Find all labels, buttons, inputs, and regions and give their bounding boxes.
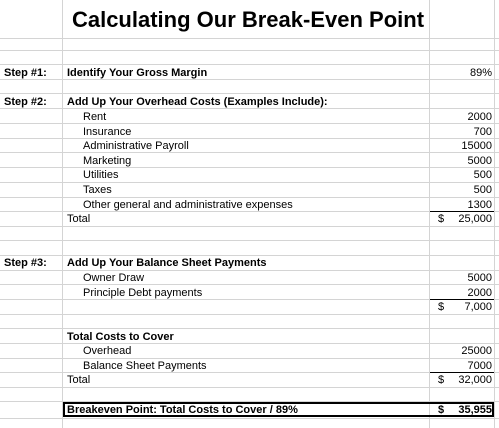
step2-label[interactable]: Step #2: — [4, 96, 47, 108]
step1-label[interactable]: Step #1: — [4, 67, 47, 79]
grid-row-line — [0, 93, 499, 94]
costs-total-label[interactable]: Total — [67, 374, 91, 386]
costs-heading[interactable]: Total Costs to Cover — [67, 331, 174, 343]
breakeven-label[interactable]: Breakeven Point: Total Costs to Cover / 89% — [67, 404, 298, 416]
page-title: Calculating Our Break-Even Point — [71, 7, 425, 32]
grid-row-line — [0, 270, 499, 271]
grid-row-line — [0, 50, 499, 51]
overhead-total-label[interactable]: Total — [67, 213, 91, 225]
overhead-item-value[interactable]: 2000 — [467, 111, 492, 123]
step3-heading[interactable]: Add Up Your Balance Sheet Payments — [67, 257, 267, 269]
grid-row-line — [0, 418, 499, 419]
step1-heading[interactable]: Identify Your Gross Margin — [67, 67, 208, 79]
grid-row-line — [0, 167, 499, 168]
overhead-item-name[interactable]: Administrative Payroll — [83, 140, 189, 152]
costs-item-name[interactable]: Overhead — [83, 345, 132, 357]
step3-label[interactable]: Step #3: — [4, 257, 47, 269]
costs-item-name[interactable]: Balance Sheet Payments — [83, 360, 207, 372]
grid-row-line — [0, 358, 499, 359]
balance-item-value[interactable]: 5000 — [467, 272, 492, 284]
grid-row-line — [0, 314, 499, 315]
overhead-item-name[interactable]: Taxes — [83, 184, 112, 196]
overhead-item-value[interactable]: 1300 — [467, 199, 492, 211]
grid-row-line — [0, 38, 499, 39]
overhead-item-name[interactable]: Rent — [83, 111, 107, 123]
overhead-total-currency: $ — [438, 213, 445, 225]
grid-row-line — [0, 387, 499, 388]
overhead-item-value[interactable]: 500 — [473, 169, 492, 181]
breakeven-value[interactable]: 35,955 — [458, 404, 492, 416]
overhead-item-name[interactable]: Marketing — [83, 155, 132, 167]
balance-item-value[interactable]: 2000 — [467, 287, 492, 299]
costs-total-currency: $ — [438, 374, 445, 386]
costs-item-value[interactable]: 7000 — [467, 360, 492, 372]
balance-item-name[interactable]: Principle Debt payments — [83, 287, 203, 299]
overhead-item-name[interactable]: Other general and administrative expenses — [83, 199, 293, 211]
grid-row-line — [0, 152, 499, 153]
balance-item-name[interactable]: Owner Draw — [83, 272, 145, 284]
costs-total-value[interactable]: 32,000 — [458, 374, 492, 386]
grid-row-line — [0, 284, 499, 285]
gross-margin-value[interactable]: 89% — [469, 67, 492, 79]
grid-row-line — [0, 226, 499, 227]
grid-row-line — [0, 240, 499, 241]
breakeven-currency: $ — [438, 404, 445, 416]
overhead-item-value[interactable]: 700 — [473, 126, 492, 138]
overhead-item-value[interactable]: 500 — [473, 184, 492, 196]
overhead-total-value[interactable]: 25,000 — [458, 213, 492, 225]
grid-row-line — [0, 182, 499, 183]
grid-row-line — [0, 328, 499, 329]
overhead-item-name[interactable]: Utilities — [83, 169, 119, 181]
overhead-item-value[interactable]: 15000 — [461, 140, 492, 152]
overhead-item-name[interactable]: Insurance — [83, 126, 132, 138]
grid-row-line — [0, 138, 499, 139]
grid-row-line — [0, 123, 499, 124]
costs-item-value[interactable]: 25000 — [461, 345, 492, 357]
overhead-item-value[interactable]: 5000 — [467, 155, 492, 167]
grid-row-line — [0, 64, 499, 65]
step2-heading[interactable]: Add Up Your Overhead Costs (Examples Include): — [67, 96, 328, 108]
grid-row-line — [0, 299, 499, 300]
balance-total-value[interactable]: 7,000 — [464, 301, 492, 313]
balance-total-currency: $ — [438, 301, 445, 313]
